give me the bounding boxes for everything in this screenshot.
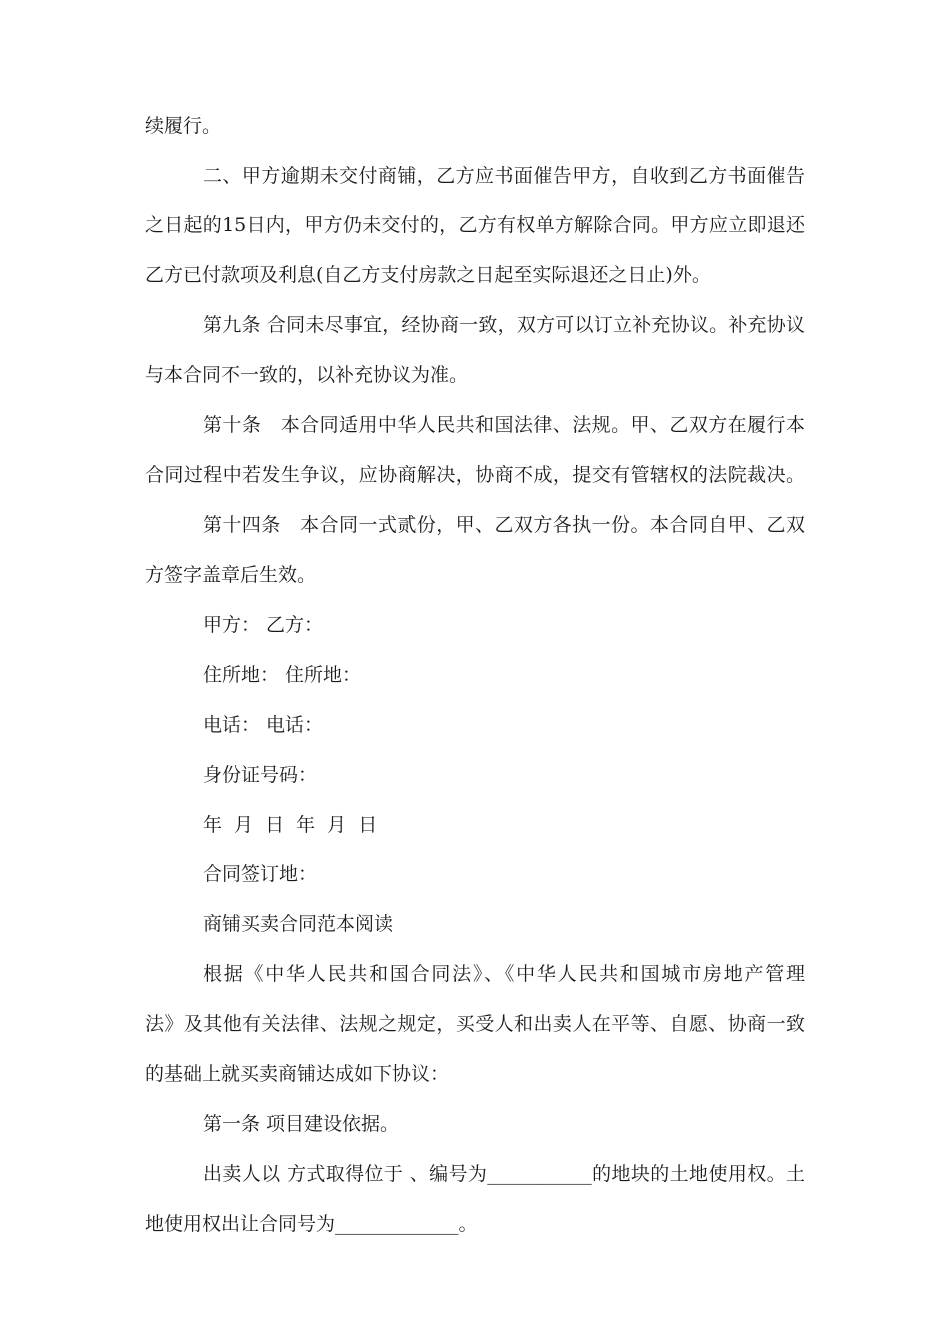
paragraph-line: 与本合同不一致的，以补充协议为准。: [145, 364, 469, 386]
signature-address-line: 住所地： 住所地：: [203, 664, 362, 686]
paragraph-line: 方签字盖章后生效。: [145, 564, 317, 586]
signature-party-line: 甲方： 乙方：: [203, 614, 324, 636]
paragraph-line: 第十四条 本合同一式贰份，甲、乙双方各执一份。本合同自甲、乙双: [203, 514, 805, 536]
paragraph-line: 地使用权出让合同号为_____________。: [145, 1213, 478, 1235]
article-heading: 第一条 项目建设依据。: [203, 1113, 400, 1135]
signing-place-line: 合同签订地：: [203, 863, 318, 885]
paragraph-line: 出卖人以 方式取得位于 、编号为___________的地块的土地使用权。土: [203, 1163, 805, 1185]
paragraph-line: 的基础上就买卖商铺达成如下协议：: [145, 1063, 450, 1085]
section-heading: 商铺买卖合同范本阅读: [203, 913, 394, 935]
paragraph-line: 二、甲方逾期未交付商铺，乙方应书面催告甲方，自收到乙方书面催告: [203, 165, 805, 187]
paragraph-line: 第九条 合同未尽事宜，经协商一致，双方可以订立补充协议。补充协议: [203, 314, 805, 336]
paragraph-line: 法》及其他有关法律、法规之规定，买受人和出卖人在平等、自愿、协商一致: [145, 1013, 805, 1035]
signature-date-line: 年 月 日 年 月 日: [203, 814, 378, 836]
paragraph-line: 第十条 本合同适用中华人民共和国法律、法规。甲、乙双方在履行本: [203, 414, 805, 436]
signature-phone-line: 电话： 电话：: [203, 714, 324, 736]
paragraph-line: 之日起的15日内，甲方仍未交付的，乙方有权单方解除合同。甲方应立即退还: [145, 214, 805, 236]
paragraph-line: 续履行。: [145, 115, 222, 137]
paragraph-line: 合同过程中若发生争议，应协商解决，协商不成，提交有管辖权的法院裁决。: [145, 464, 805, 486]
signature-id-line: 身份证号码：: [203, 764, 318, 786]
paragraph-line: 根据《中华人民共和国合同法》、《中华人民共和国城市房地产管理: [203, 963, 805, 985]
paragraph-line: 乙方已付款项及利息(自乙方支付房款之日起至实际退还之日止)外。: [145, 264, 711, 286]
